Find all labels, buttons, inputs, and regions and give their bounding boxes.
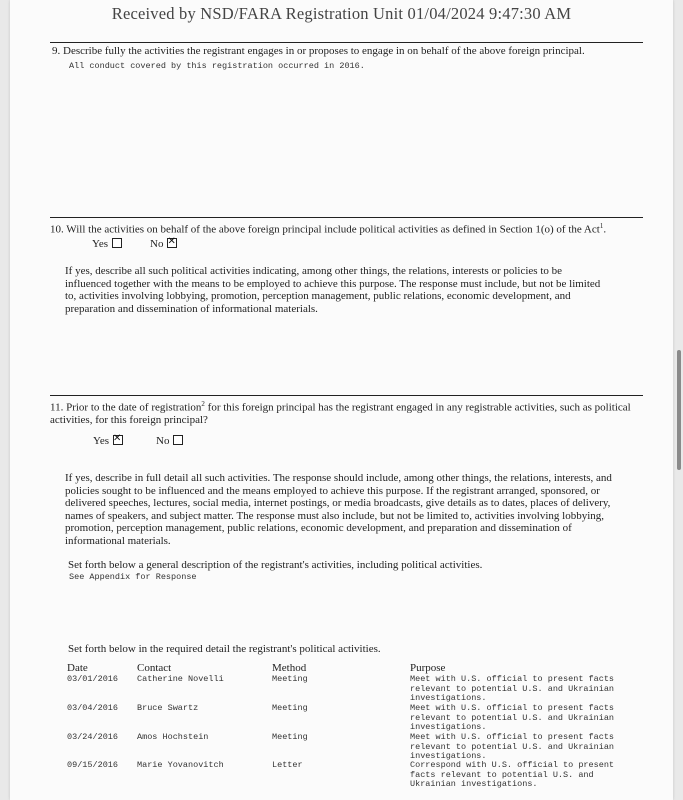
question-11-text: 11. Prior to the date of registration$^2$ for this foreign principal has the registrant engaged in any registrable activities, such as political activities, for this foreign principal?	[50, 400, 631, 427]
section-divider	[50, 42, 643, 43]
q11-no-option[interactable]: No	[156, 435, 183, 448]
q10-no-checkbox[interactable]	[167, 238, 177, 248]
q11-yes-checkbox[interactable]	[113, 435, 123, 445]
row-method: Meeting	[272, 674, 308, 684]
table-row	[67, 675, 667, 703]
question-11-instructions: If yes, describe in full detail all such activities. The response should include, among other things, the relations, interests, and policies sought to be influenced and the means employed to achieve this purpose. If the registrant arranged, sponsored, or delivered speeches, lectures, social media, internet postings, or media broadcasts, give details as to dates, places of delivery, names of speakers, and subject matter. The response must also include, but not be limited to, activities involving lobbying, promotion, perception management, public relations, economic development, and preparation and dissemination of informational materials.	[65, 472, 612, 547]
row-date: 09/15/2016	[67, 760, 119, 770]
header-method: Method	[272, 662, 307, 674]
header-contact: Contact	[137, 662, 172, 674]
row-purpose: Meet with U.S. official to present facts relevant to potential U.S. and Ukrainian investigations.	[410, 732, 615, 761]
row-date: 03/24/2016	[67, 732, 119, 742]
row-purpose: Meet with U.S. official to present facts relevant to potential U.S. and Ukrainian investigations.	[410, 703, 615, 732]
general-description-response: See Appendix for Response	[69, 572, 197, 582]
header-purpose: Purpose	[410, 662, 446, 674]
row-purpose: Correspond with U.S. official to present facts relevant to potential U.S. and Ukrainian investigations.	[410, 760, 615, 789]
general-description-prompt: Set forth below a general description of the registrant's activities, including political activities.	[68, 559, 483, 571]
scrollbar-thumb[interactable]	[677, 350, 681, 470]
q11-no-checkbox[interactable]	[173, 435, 183, 445]
question-10-instructions: If yes, describe all such political activities indicating, among other things, the relations, interests or policies to be influenced together with the means to be employed to achieve this purpose. The response must include, but not be limited to, activities involving lobbying, promotion, perception management, public relations, economic development, and preparation and dissemination of informational materials.	[65, 265, 601, 315]
question-10-text: 10. Will the activities on behalf of the above foreign principal include political activities as defined in Section 1(o) of the Act$^1$.	[50, 222, 607, 236]
row-date: 03/01/2016	[67, 674, 119, 684]
row-date: 03/04/2016	[67, 703, 119, 713]
section-divider	[50, 395, 643, 396]
row-purpose: Meet with U.S. official to present facts relevant to potential U.S. and Ukrainian investigations.	[410, 674, 615, 703]
row-contact: Amos Hochstein	[137, 732, 209, 742]
row-method: Letter	[272, 760, 303, 770]
row-contact: Marie Yovanovitch	[137, 760, 224, 770]
header-date: Date	[67, 662, 88, 674]
detail-prompt: Set forth below in the required detail the registrant's political activities.	[68, 643, 381, 655]
received-stamp-header: Received by NSD/FARA Registration Unit 01/04/2024 9:47:30 AM	[111, 4, 572, 23]
question-9-response: All conduct covered by this registration occurred in 2016.	[69, 61, 365, 71]
row-contact: Catherine Novelli	[137, 674, 224, 684]
q10-no-option[interactable]: No✕	[150, 238, 177, 251]
q10-yes-option[interactable]: Yes	[92, 238, 122, 251]
section-divider	[50, 217, 643, 218]
document-page	[10, 0, 673, 800]
table-row	[67, 704, 667, 732]
table-row	[67, 733, 667, 761]
table-row	[67, 761, 667, 791]
q10-yes-checkbox[interactable]	[112, 238, 122, 248]
row-contact: Bruce Swartz	[137, 703, 199, 713]
row-method: Meeting	[272, 703, 308, 713]
q11-yes-option[interactable]: Yes✕	[93, 435, 123, 448]
row-method: Meeting	[272, 732, 308, 742]
question-9-text: 9. Describe fully the activities the registrant engages in or proposes to engage in on behalf of the above foreign principal.	[52, 45, 585, 57]
